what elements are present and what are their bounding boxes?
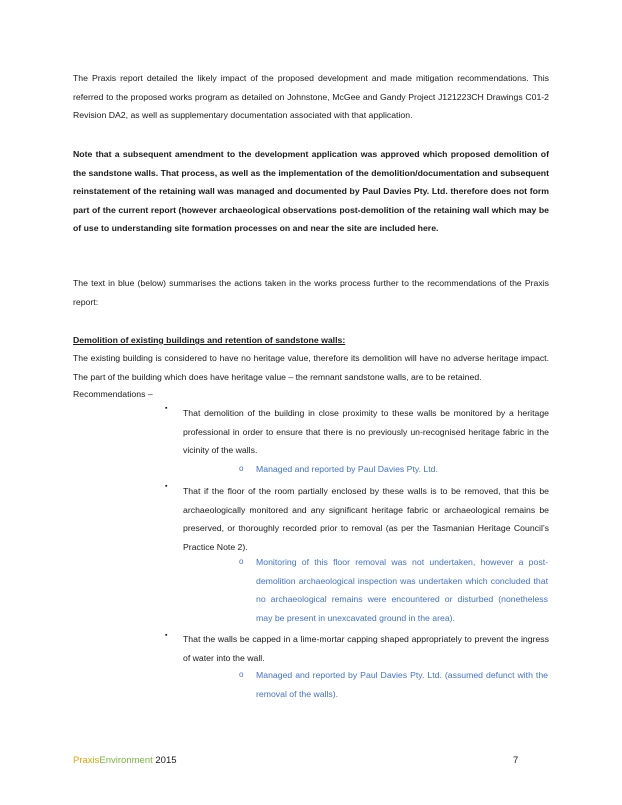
sub-bullet-marker: o (239, 464, 244, 473)
brand-environment: Environment (99, 755, 153, 766)
bullet-marker: ▪ (165, 483, 168, 490)
section-body: The existing building is considered to have no heritage value, therefore its demolition will have no adverse heritage impact. The part of the building which does have heritage value – the remnant sandstone walls, are to be retained. (73, 353, 549, 382)
sub-bullet-item: Monitoring of this floor removal was not undertaken, however a post-demolition archaeological inspection was undertaken which concluded that no archaeological remains were encountered or disturbed (nonetheless may be present in unexcavated ground in the area). (256, 557, 548, 623)
bullet-marker: ▪ (165, 405, 168, 412)
sub-bullet-marker: o (239, 670, 244, 679)
footer-year: 2015 (155, 755, 177, 766)
page-number: 7 (513, 755, 519, 766)
bullet-item: That if the floor of the room partially enclosed by these walls is to be removed, that this be archaeologically monitored and any significant heritage fabric or archaeological remains be preserved, or thoroughly recorded prior to removal (as per the Tasmanian Heritage Council’s Practice Note 2). (183, 486, 549, 552)
bullet-marker: ▪ (165, 632, 168, 639)
section-heading: Demolition of existing buildings and retention of sandstone walls: (73, 335, 346, 345)
note-paragraph: Note that a subsequent amendment to the development application was approved which proposed demolition of the sandstone walls. That process, as well as the implementation of the demolition/documentation and subsequent reinstatement of the retaining wall was managed and documented by Paul Davies Pty. Ltd. therefore does not form part of the current report (however archaeological observations post-demolition of the retaining wall which may be of use to understanding site formation processes on and near the site are included here. (73, 149, 549, 233)
sub-bullet-marker: o (239, 557, 244, 566)
sub-bullet-item: Managed and reported by Paul Davies Pty. Ltd. (assumed defunct with the removal of the walls). (256, 670, 548, 699)
bullet-item: That the walls be capped in a lime-mortar capping shaped appropriately to prevent the ingress of water into the wall. (183, 634, 549, 663)
recommendations-label: Recommendations – (73, 389, 153, 399)
intro-paragraph: The Praxis report detailed the likely impact of the proposed development and made mitigation recommendations. This referred to the proposed works program as detailed on Johnstone, McGee and Gandy Project J121223CH Drawings C01-2 Revision DA2, as well as supplementary documentation associated with that application. (73, 73, 549, 120)
bullet-item: That demolition of the building in close proximity to these walls be monitored by a heritage professional in order to ensure that there is no previously un-recognised heritage fabric in the vicinity of the walls. (183, 408, 549, 455)
blue-text-paragraph: The text in blue (below) summarises the actions taken in the works process further to the recommendations of the Praxis report: (73, 278, 549, 307)
sub-bullet-item: Managed and reported by Paul Davies Pty. Ltd. (256, 464, 438, 474)
brand-praxis: Praxis (73, 755, 100, 766)
footer-brand (73, 755, 177, 766)
